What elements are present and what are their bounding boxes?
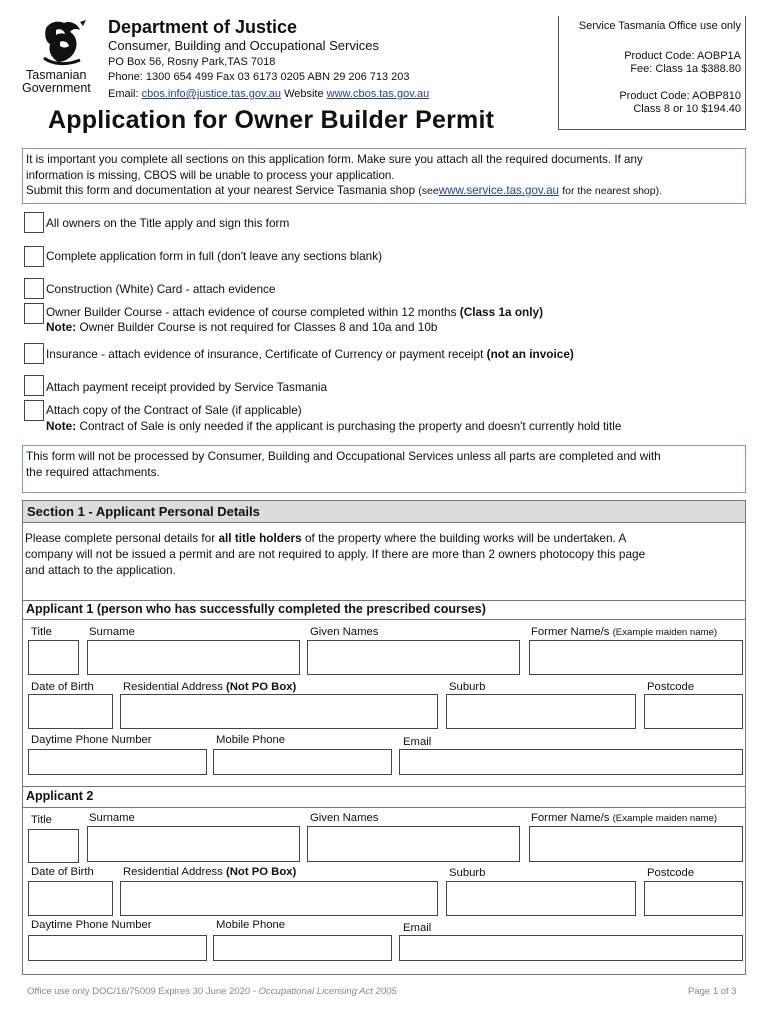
gov-line1: Tasmanian [26,68,87,82]
product1-code: Product Code: AOBP1A [624,50,741,62]
label-former-names [531,626,717,638]
intro-line3-end: for the nearest shop). [562,185,663,197]
label-dob: Date of Birth [31,866,94,878]
page-number: Page 1 of 3 [688,986,737,997]
applicant2-dob-field[interactable] [28,881,113,916]
section1-text-b: of the property where the building works will be undertaken. A [305,531,627,545]
section1-line2: company will not be issued a permit and are not required to apply. If there are more than 2 owners photocopy this page [25,547,646,561]
applicant2-surname-field[interactable] [87,826,300,862]
note-text: Owner Builder Course is not required for Classes 8 and 10a and 10b [79,320,438,334]
checklist-item-label: Construction (White) Card - attach evidence [46,282,276,296]
label-day-phone: Daytime Phone Number [31,734,152,746]
label-postcode: Postcode [647,867,695,879]
label-postcode: Postcode [647,681,695,693]
intro-box [22,148,746,204]
label-given-names: Given Names [310,626,379,638]
office-use-box [558,16,746,130]
applicant2-mobile-field[interactable] [213,935,392,961]
checklist-item-label: Insurance - attach evidence of insurance, Certificate of Currency or payment receipt [46,347,484,361]
res-address-bold: (Not PO Box) [226,681,297,693]
applicant1-suburb-field[interactable] [446,694,636,729]
applicant1-surname-field[interactable] [87,640,300,675]
applicant1-day-phone-field[interactable] [28,749,207,775]
applicant2-heading: Applicant 2 [22,786,746,808]
checkbox-insurance[interactable] [24,343,44,364]
label-given-names: Given Names [310,812,379,824]
label-suburb: Suburb [449,867,486,879]
section1-line1 [25,530,741,546]
label-surname: Surname [89,626,135,638]
checklist-item-label: Attach copy of the Contract of Sale (if applicable) [46,403,302,417]
applicant2-given-names-field[interactable] [307,826,520,862]
label-title: Title [31,814,52,826]
gov-line2: Government [22,81,91,95]
checklist-item-label: Attach payment receipt provided by Service Tasmania [46,380,328,394]
applicant1-postcode-field[interactable] [644,694,743,729]
footer-ref-text: Office use only DOC/16/75009 Expires 30 June 2020 - [27,986,257,997]
applicant2-email-field[interactable] [399,935,743,961]
tasmanian-government-logo [22,18,104,96]
section1-title: Section 1 - Applicant Personal Details [22,500,746,523]
checkbox-owner-builder-course[interactable] [24,303,44,324]
label-email: Email [403,736,432,748]
email-label: Email: [108,88,139,100]
applicant2-former-names-field[interactable] [529,826,743,862]
former-names-hint: (Example maiden name) [612,813,718,824]
footer-doc-ref [27,986,397,997]
note-text: Contract of Sale is only needed if the applicant is purchasing the property and doesn't currently hold title [79,419,622,433]
office-use-title: Service Tasmania Office use only [578,20,741,32]
checkbox-payment-receipt[interactable] [24,375,44,396]
postal-address: PO Box 56, Rosny Park,TAS 7018 [108,56,276,68]
section1-text-bold: all title holders [218,531,302,545]
section1-line3: and attach to the application. [25,563,176,577]
applicant1-heading: Applicant 1 (person who has successfully completed the prescribed courses) [22,600,746,620]
checkbox-contract-of-sale[interactable] [24,400,44,421]
checkbox-complete-form[interactable] [24,246,44,267]
note-label: Note: [46,320,77,334]
warning-line1: This form will not be processed by Consumer, Building and Occupational Services unless all parts are completed and with [26,449,661,463]
res-address-bold: (Not PO Box) [226,866,297,878]
label-former-names [531,812,717,824]
applicant2-address-field[interactable] [120,881,438,916]
warning-line2: the required attachments. [26,464,160,479]
applicant1-title-field[interactable] [28,640,79,675]
tasmanian-devil-icon [36,18,90,68]
intro-line1: It is important you complete all sections on this application form. Make sure you attach all the required documents. If any [26,153,643,166]
intro-see: (see [418,185,439,197]
product2-fee: Class 8 or 10 $194.40 [633,103,741,115]
former-names-text: Former Name/s [531,812,610,824]
applicant1-given-names-field[interactable] [307,640,520,675]
applicant1-address-field[interactable] [120,694,438,729]
label-mobile: Mobile Phone [216,919,286,931]
checklist-item-label: Owner Builder Course - attach evidence of course completed within 12 months [46,305,457,319]
label-dob: Date of Birth [31,681,94,693]
res-address-text: Residential Address [123,681,223,693]
intro-line3-start: Submit this form and documentation at your nearest Service Tasmania shop [26,184,416,197]
website-link[interactable]: www.cbos.tas.gov.au [326,88,430,100]
checklist-note [46,320,437,335]
checklist-item-course [46,305,543,320]
checkbox-owners-sign[interactable] [24,212,44,233]
checklist-item-insurance [46,347,574,362]
applicant2-title-field[interactable] [28,829,79,863]
applicant1-email-field[interactable] [399,749,743,775]
intro-line3 [26,183,742,200]
label-surname: Surname [89,812,135,824]
checkbox-white-card[interactable] [24,278,44,299]
former-names-text: Former Name/s [531,626,610,638]
label-mobile: Mobile Phone [216,734,286,746]
section1-text-a: Please complete personal details for [25,531,216,545]
applicant1-former-names-field[interactable] [529,640,743,675]
section1-instructions [25,530,741,578]
email-link[interactable]: cbos.info@justice.tas.gov.au [141,88,281,100]
form-title: Application for Owner Builder Permit [48,106,495,134]
applicant1-mobile-field[interactable] [213,749,392,775]
checklist-item-bold: (not an invoice) [486,347,574,361]
division-title: Consumer, Building and Occupational Services [108,38,379,53]
checklist-note [46,419,621,434]
applicant2-postcode-field[interactable] [644,881,743,916]
label-day-phone: Daytime Phone Number [31,919,152,931]
department-title: Department of Justice [108,17,298,37]
product1-fee: Fee: Class 1a $388.80 [630,63,741,75]
checklist-item-label: All owners on the Title apply and sign this form [46,216,290,230]
res-address-text: Residential Address [123,866,223,878]
label-suburb: Suburb [449,681,486,693]
contact-email-line [108,88,429,100]
applicant1-dob-field[interactable] [28,694,113,729]
product2-code: Product Code: AOBP810 [619,90,741,102]
website-label: Website [284,88,324,100]
note-label: Note: [46,419,77,433]
label-residential-address [123,866,296,878]
applicant2-day-phone-field[interactable] [28,935,207,961]
intro-line2: information is missing, CBOS will be unable to process your application. [26,168,395,182]
label-residential-address [123,681,296,693]
checklist-item-bold: (Class 1a only) [459,305,544,319]
processing-warning [22,445,746,493]
label-title: Title [31,626,52,638]
contact-phone: Phone: 1300 654 499 Fax 03 6173 0205 ABN 29 206 713 203 [108,71,410,83]
former-names-hint: (Example maiden name) [612,627,718,638]
checklist-item-label: Complete application form in full (don't leave any sections blank) [46,249,383,263]
applicant2-suburb-field[interactable] [446,881,636,916]
label-email: Email [403,922,432,934]
service-tas-link[interactable]: www.service.tas.gov.au [438,184,559,197]
footer-act: Occupational Licensing Act 2005 [258,986,397,997]
